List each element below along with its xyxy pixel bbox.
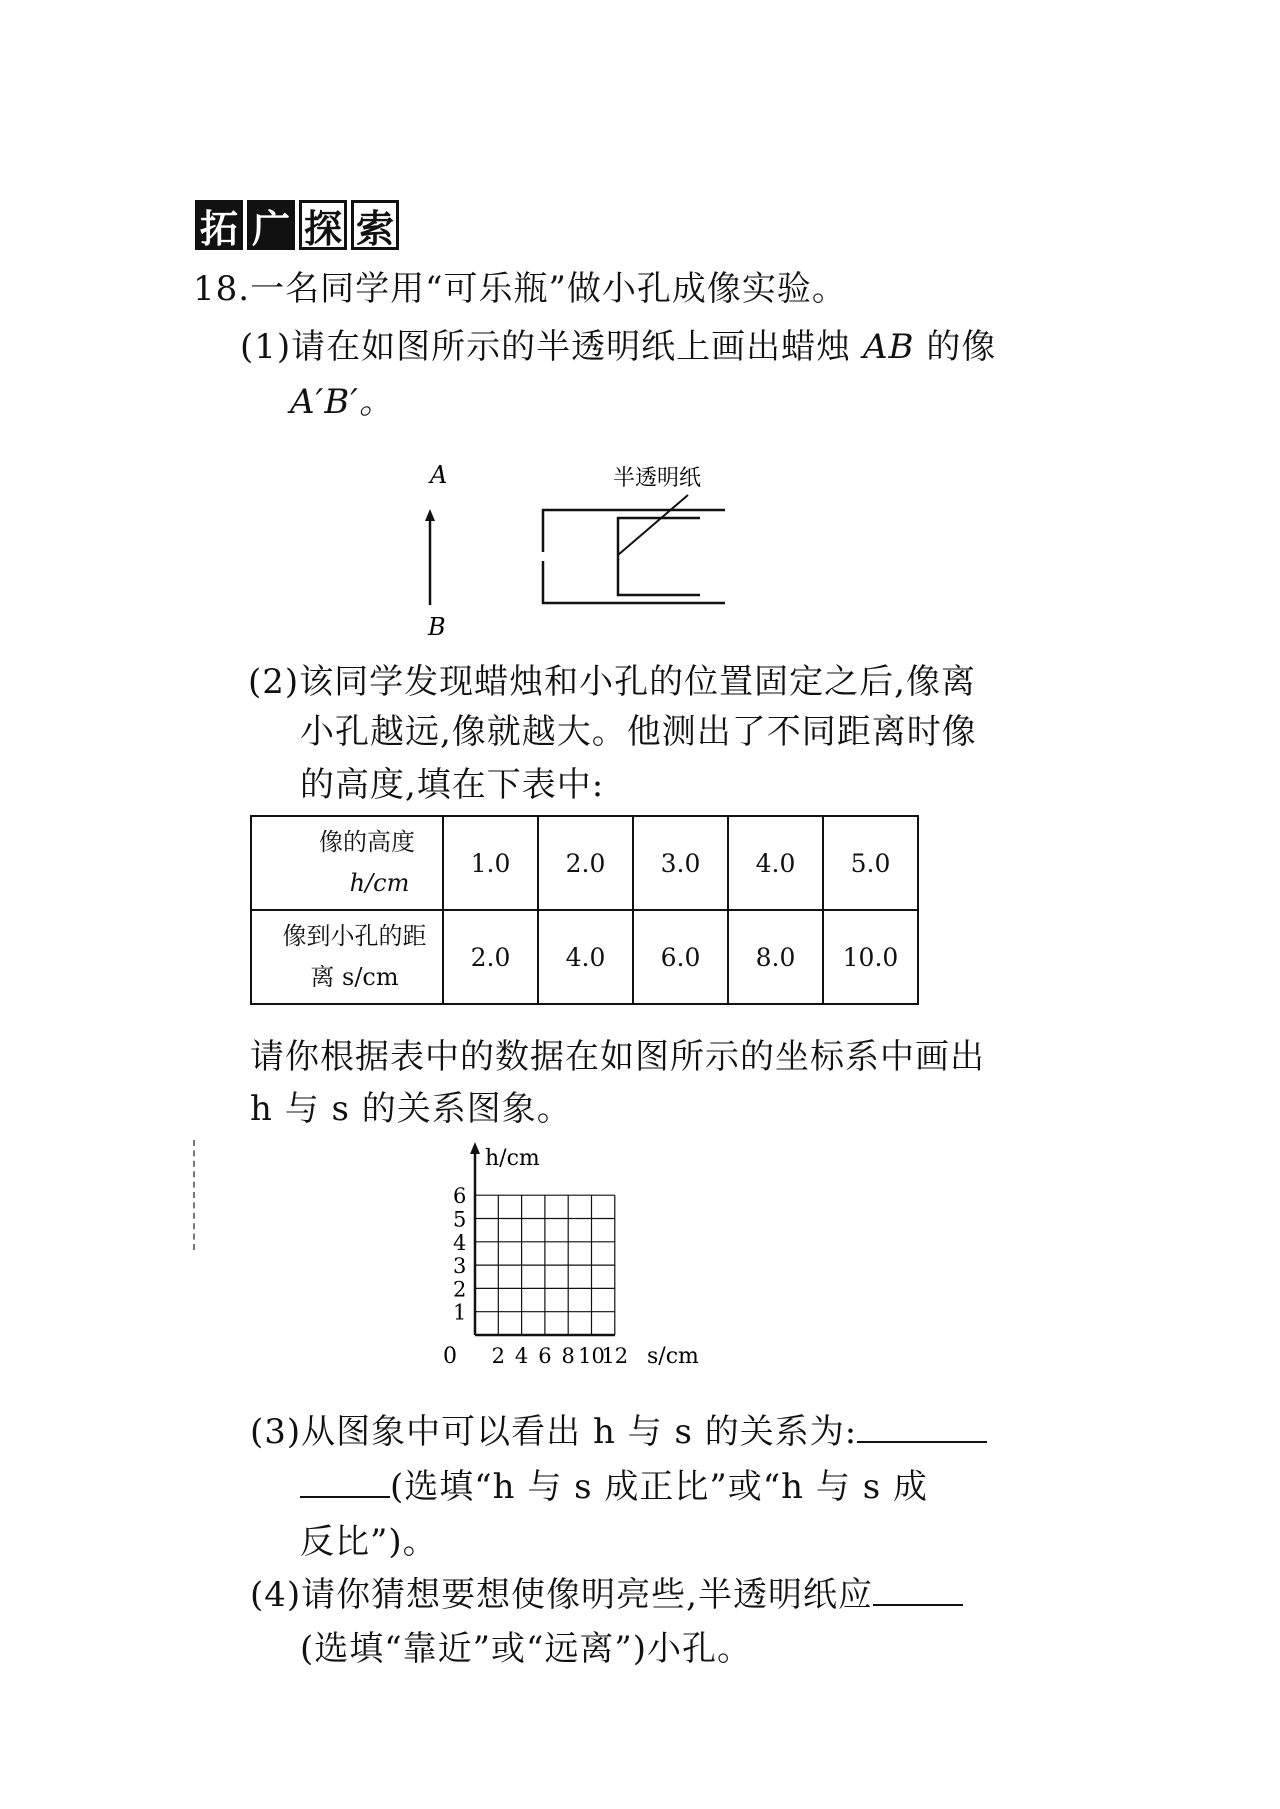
section-tag-char-4: 索 xyxy=(351,200,399,250)
part4-text: (4)请你猜想要想使像明亮些,半透明纸应 xyxy=(250,1575,873,1615)
part1-text-b: 的像 xyxy=(914,327,997,367)
part3-choice-text: (选填“h 与 s 成正比”或“h 与 s 成 xyxy=(390,1467,928,1507)
coordinate-grid xyxy=(435,1140,735,1365)
answer-blank-4[interactable] xyxy=(873,1604,963,1606)
table-cell: 8.0 xyxy=(728,910,823,1004)
table-cell: 3.0 xyxy=(633,816,728,910)
answer-blank-3a[interactable] xyxy=(857,1441,987,1443)
table-cell: 6.0 xyxy=(633,910,728,1004)
part2-line1: (2)该同学发现蜡烛和小孔的位置固定之后,像离 xyxy=(248,662,976,702)
candle-arrow-icon xyxy=(425,509,435,521)
x-tick-label: 2 xyxy=(491,1344,505,1365)
section-tag-char-1: 拓 xyxy=(195,200,243,250)
part4-line1 xyxy=(250,1575,963,1615)
table-cell: 2.0 xyxy=(443,910,538,1004)
section-tag-char-2: 广 xyxy=(247,200,295,250)
candle-label-b: B xyxy=(428,613,446,640)
table-header-distance xyxy=(251,910,443,1004)
table-header-height-unit: h/cm xyxy=(349,869,410,897)
part4-line2: (选填“靠近”或“远离”)小孔。 xyxy=(300,1629,753,1669)
table-header-height xyxy=(251,816,443,910)
y-axis-label: h/cm xyxy=(485,1146,540,1171)
y-tick-label: 1 xyxy=(453,1300,467,1325)
part1-text-a: (1)请在如图所示的半透明纸上画出蜡烛 xyxy=(240,327,863,367)
x-tick-label: 4 xyxy=(514,1344,529,1365)
y-axis-arrow-icon xyxy=(470,1142,480,1154)
x-tick-label: 10 xyxy=(578,1344,605,1365)
y-tick-labels xyxy=(453,1184,466,1325)
instruction-line1: 请你根据表中的数据在如图所示的坐标系中画出 xyxy=(250,1037,985,1077)
part3-line3: 反比”)。 xyxy=(300,1522,438,1562)
part3-line2 xyxy=(300,1467,928,1507)
question-intro-text: 一名同学用“可乐瓶”做小孔成像实验。 xyxy=(250,269,847,309)
part2-line2: 小孔越远,像就越大。他测出了不同距离时像 xyxy=(300,712,977,752)
margin-dashes xyxy=(193,1140,195,1250)
paper-label: 半透明纸 xyxy=(613,466,702,491)
y-tick-label: 6 xyxy=(453,1184,467,1209)
part3-text: (3)从图象中可以看出 h 与 s 的关系为: xyxy=(250,1412,858,1452)
y-tick-label: 3 xyxy=(453,1254,467,1279)
table-cell: 4.0 xyxy=(538,910,633,1004)
inner-sleeve xyxy=(618,518,700,595)
table-cell: 2.0 xyxy=(538,816,633,910)
section-tag-char-3: 探 xyxy=(299,200,347,250)
instruction-line2: h 与 s 的关系图象。 xyxy=(250,1089,572,1129)
table-cell: 4.0 xyxy=(728,816,823,910)
y-tick-label: 5 xyxy=(453,1207,467,1232)
x-axis-label: s/cm xyxy=(647,1344,699,1365)
table-cell: 10.0 xyxy=(823,910,918,1004)
grid-lines xyxy=(475,1195,615,1335)
origin-label: 0 xyxy=(443,1344,457,1365)
table-row xyxy=(251,910,918,1004)
paper-pointer-line xyxy=(618,495,688,555)
table-row xyxy=(251,816,918,910)
x-tick-label: 6 xyxy=(538,1344,552,1365)
x-tick-labels xyxy=(492,1344,629,1365)
bottle-top-edge xyxy=(543,510,725,552)
table-header-distance-unit: 离 s/cm xyxy=(310,963,399,991)
part3-line1 xyxy=(250,1412,987,1452)
x-tick-label: 8 xyxy=(561,1344,575,1365)
table-cell: 5.0 xyxy=(823,816,918,910)
question-intro xyxy=(193,269,847,309)
question-number: 18. xyxy=(193,269,251,309)
section-tag xyxy=(195,200,399,250)
table-cell: 1.0 xyxy=(443,816,538,910)
part2-line3: 的高度,填在下表中: xyxy=(300,765,605,805)
part1-line2: A′B′。 xyxy=(290,382,394,422)
bottle-bottom-edge xyxy=(543,561,725,603)
answer-blank-3b[interactable] xyxy=(300,1496,390,1498)
part1-line1 xyxy=(240,327,997,367)
y-tick-label: 4 xyxy=(453,1230,467,1255)
table-header-distance-text: 像到小孔的距 xyxy=(282,922,427,951)
y-tick-label: 2 xyxy=(453,1277,467,1302)
pinhole-figure xyxy=(400,455,760,640)
table-header-height-text: 像的高度 xyxy=(319,828,415,857)
x-tick-label: 12 xyxy=(601,1344,629,1365)
candle-label-a: A xyxy=(430,461,448,489)
part1-ab: AB xyxy=(862,327,915,367)
data-table xyxy=(250,815,919,1005)
